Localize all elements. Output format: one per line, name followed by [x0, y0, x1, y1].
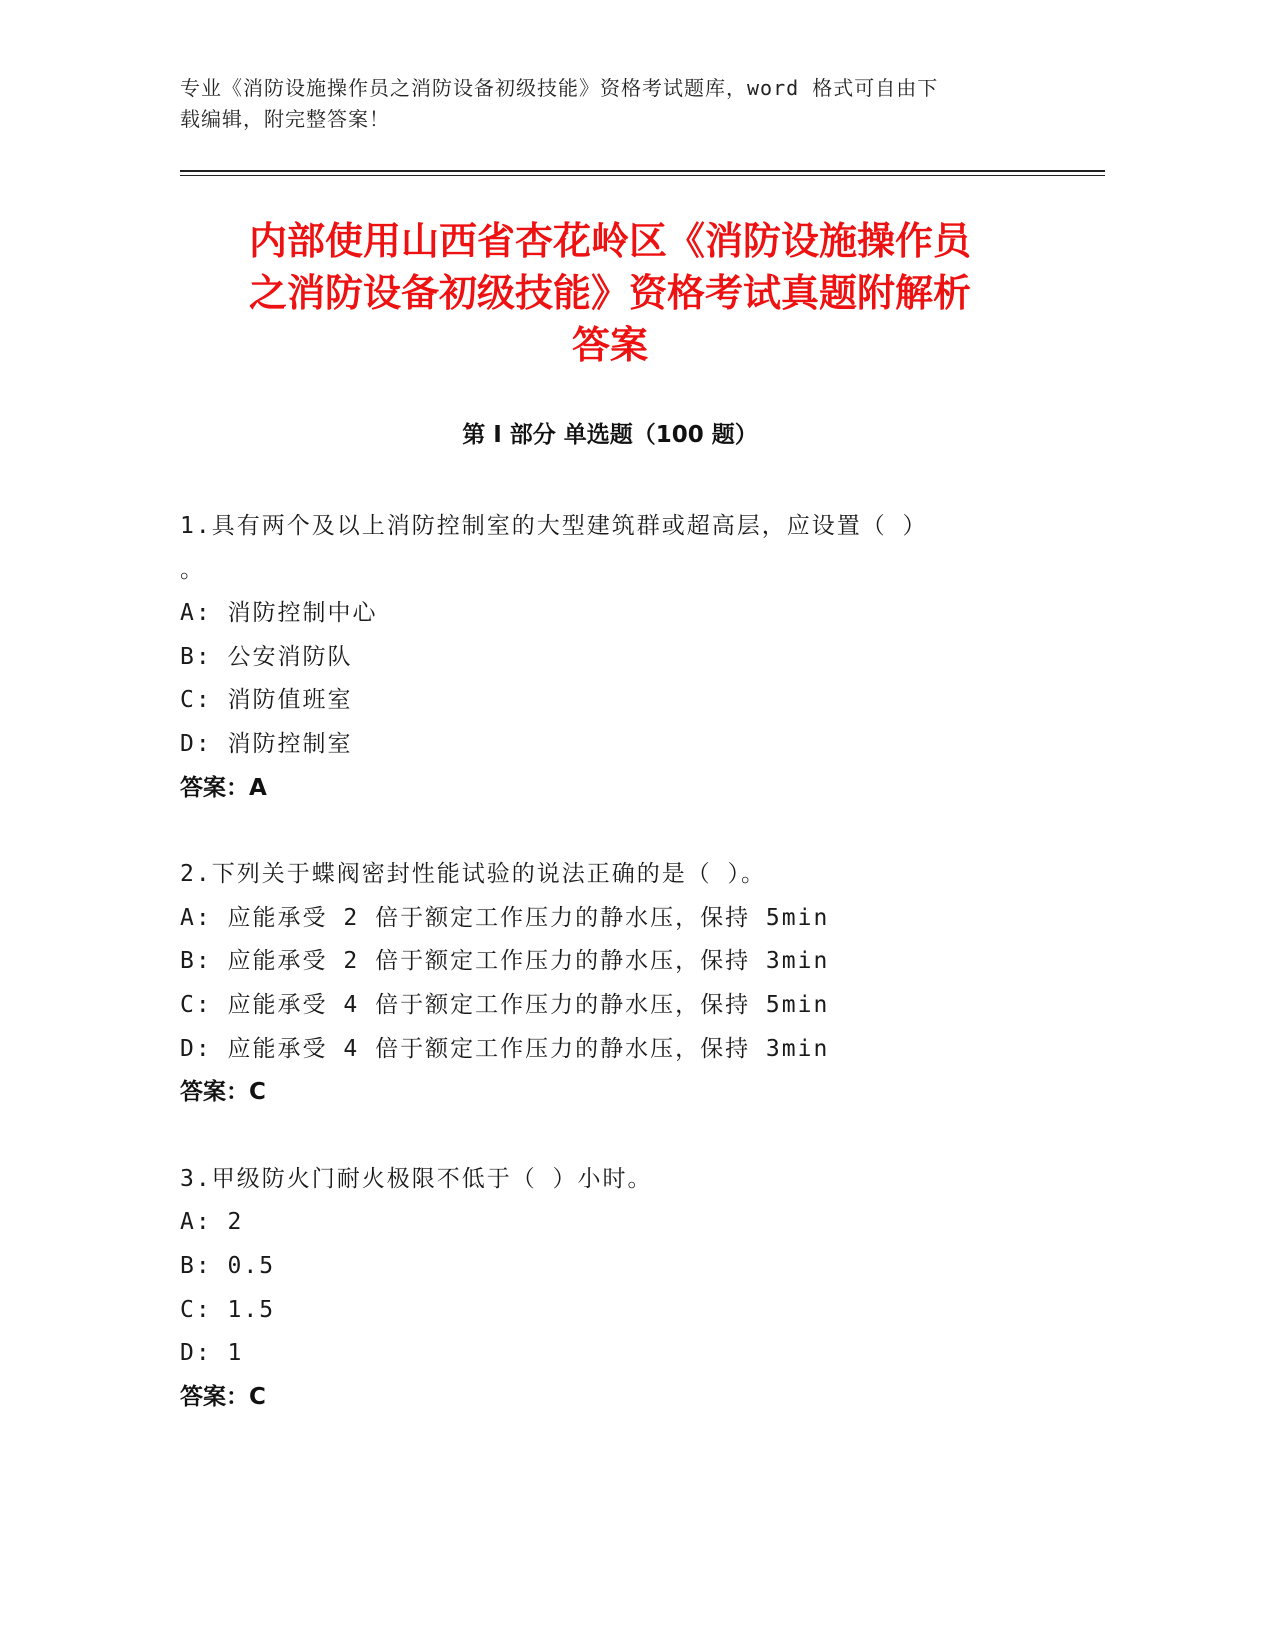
option-c: C: 消防值班室 [180, 687, 353, 714]
answer: 答案：C [180, 1079, 266, 1106]
question-stem: 1.具有两个及以上消防控制室的大型建筑群或超高层，应设置（ ） [180, 513, 928, 539]
header-note [180, 73, 1040, 135]
option-a: A: 应能承受 2 倍于额定工作压力的静水压，保持 5min [180, 904, 830, 931]
document-title-line-3: 答案 [571, 323, 648, 367]
question-2 [180, 853, 1080, 1115]
answer: 答案：C [180, 1383, 266, 1410]
option-b: B: 公安消防队 [180, 643, 353, 670]
question-stem: 2.下列关于蝶阀密封性能试验的说法正确的是（ ）。 [180, 861, 767, 888]
header-rule-thick [180, 170, 1105, 172]
question-3 [180, 1158, 1080, 1420]
header-note-line-1: 专业《消防设施操作员之消防设备初级技能》资格考试题库，word 格式可自由下 [180, 76, 939, 100]
option-b: B: 应能承受 2 倍于额定工作压力的静水压，保持 3min [180, 948, 830, 975]
question-stem-continuation: 。 [180, 556, 205, 583]
option-c: C: 1.5 [180, 1296, 276, 1323]
document-title-line-2: 之消防设备初级技能》资格考试真题附解析 [248, 271, 971, 315]
option-d: D: 应能承受 4 倍于额定工作压力的静水压，保持 3min [180, 1035, 830, 1062]
question-1 [180, 505, 1080, 810]
header-rule-thin [180, 175, 1105, 176]
option-c: C: 应能承受 4 倍于额定工作压力的静水压，保持 5min [180, 991, 830, 1018]
option-a: A: 消防控制中心 [180, 600, 378, 627]
document-title [180, 215, 1040, 371]
section-title: 第 I 部分 单选题（100 题） [462, 422, 758, 448]
question-stem: 3.甲级防火门耐火极限不低于（ ）小时。 [180, 1165, 653, 1192]
option-a: A: 2 [180, 1209, 244, 1236]
option-b: B: 0.5 [180, 1252, 276, 1279]
header-note-line-2: 载编辑，附完整答案！ [180, 107, 390, 131]
document-title-line-1: 内部使用山西省杏花岭区《消防设施操作员 [248, 219, 971, 263]
option-d: D: 1 [180, 1340, 244, 1367]
option-d: D: 消防控制室 [180, 730, 353, 757]
answer: 答案：A [180, 774, 267, 801]
question-list [180, 505, 1080, 1462]
